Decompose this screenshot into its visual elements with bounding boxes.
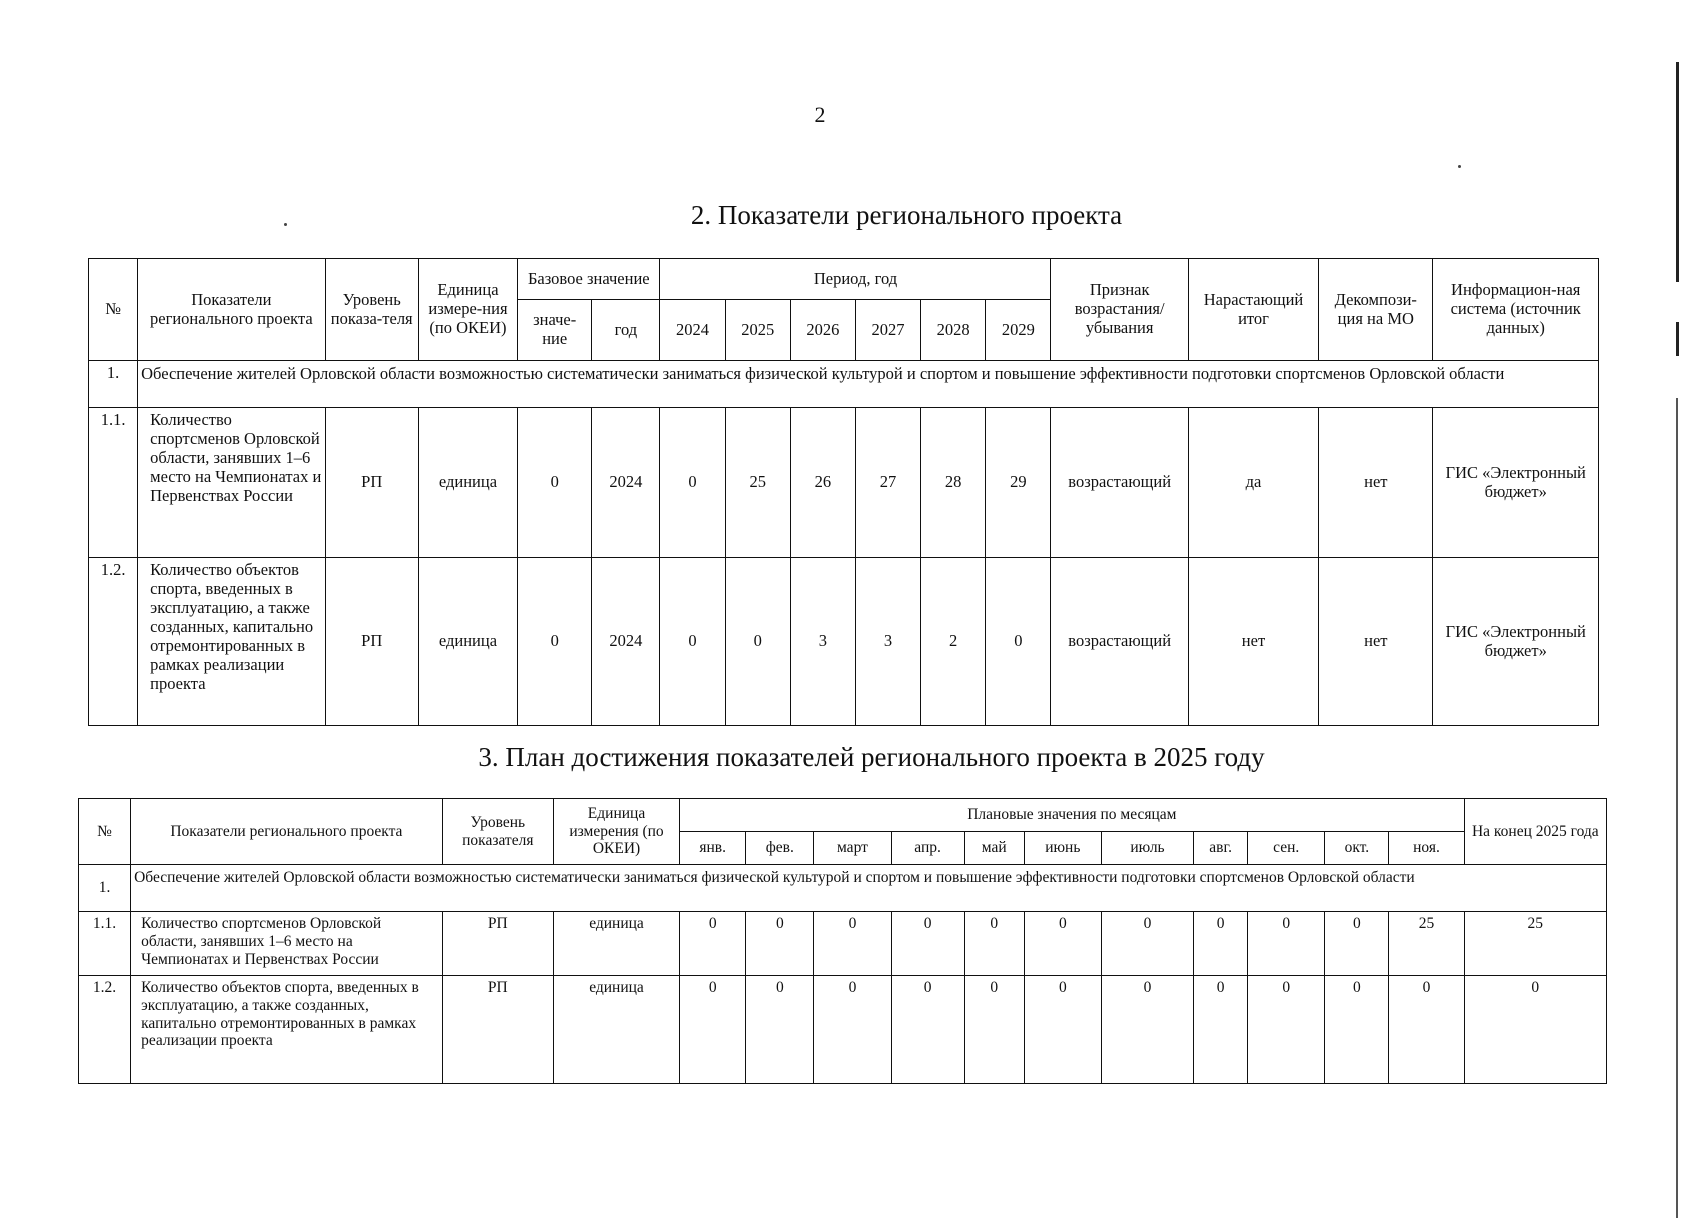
header-month: июнь (1024, 832, 1101, 865)
row-info-system: ГИС «Электронный бюджет» (1433, 558, 1599, 726)
section-3-title: 3. План достижения показателей регионального проекта в 2025 году (478, 742, 1265, 772)
row-num: 1.2. (79, 976, 131, 1084)
table-row (89, 558, 1599, 726)
row-month-value: 0 (680, 912, 746, 976)
row-year-value: 0 (725, 558, 790, 726)
row-year-value: 25 (725, 408, 790, 558)
row-unit: единица (553, 912, 679, 976)
goal-text: Обеспечение жителей Орловской области возможностью систематически заниматься физической культурой и спортом и повышение эффективности подготовки спортсменов Орловской области (131, 865, 1607, 912)
indicators-table (88, 258, 1599, 726)
header-month: окт. (1325, 832, 1389, 865)
row-month-value: 0 (680, 976, 746, 1084)
row-indicator-name: Количество объектов спорта, введенных в эксплуатацию, а также созданных, капитально отремонтированных в рамках реализации проекта (131, 976, 443, 1084)
header-month: ноя. (1389, 832, 1464, 865)
row-month-value: 0 (746, 976, 814, 1084)
row-month-value: 25 (1389, 912, 1464, 976)
row-month-value: 0 (1389, 976, 1464, 1084)
header-month: март (814, 832, 891, 865)
row-month-value: 0 (1248, 976, 1325, 1084)
header-base-value: значе-ние (518, 300, 592, 361)
scan-speck (1458, 165, 1461, 168)
header-unit: Единица измерения (по ОКЕИ) (553, 799, 679, 865)
header-info-system: Информацион-ная система (источник данных) (1433, 259, 1599, 361)
header-year-end: На конец 2025 года (1464, 799, 1606, 865)
scan-edge-mark (1676, 62, 1679, 282)
row-month-value: 0 (1194, 912, 1248, 976)
table-header-row (79, 799, 1607, 832)
header-base-year: год (592, 300, 660, 361)
header-level: Уровень показа-теля (325, 259, 418, 361)
row-level: РП (325, 558, 418, 726)
header-month: сен. (1248, 832, 1325, 865)
row-unit: единица (418, 408, 517, 558)
row-year-value: 0 (660, 408, 725, 558)
table-header-row (89, 259, 1599, 300)
row-base-value: 0 (518, 408, 592, 558)
row-year-value: 3 (790, 558, 855, 726)
row-num: 1.1. (89, 408, 138, 558)
row-num: 1.2. (89, 558, 138, 726)
header-year: 2027 (855, 300, 920, 361)
row-year-end: 0 (1464, 976, 1606, 1084)
row-month-value: 0 (1325, 976, 1389, 1084)
header-month: апр. (891, 832, 964, 865)
row-month-value: 0 (1024, 976, 1101, 1084)
table-row (79, 976, 1607, 1084)
row-year-end: 25 (1464, 912, 1606, 976)
header-month: май (964, 832, 1024, 865)
header-level: Уровень показателя (442, 799, 553, 865)
header-month: янв. (680, 832, 746, 865)
row-indicator-name: Количество объектов спорта, введенных в эксплуатацию, а также созданных, капитально отремонтированных в рамках реализации проекта (138, 558, 325, 726)
header-unit: Единица измере-ния (по ОКЕИ) (418, 259, 517, 361)
header-cumulative: Нарастающий итог (1188, 259, 1318, 361)
row-level: РП (325, 408, 418, 558)
row-month-value: 0 (746, 912, 814, 976)
row-month-value: 0 (814, 912, 891, 976)
row-month-value: 0 (1194, 976, 1248, 1084)
header-indicator: Показатели регионального проекта (138, 259, 325, 361)
row-cumulative: да (1188, 408, 1318, 558)
row-month-value: 0 (891, 912, 964, 976)
header-base: Базовое значение (518, 259, 660, 300)
row-cumulative: нет (1188, 558, 1318, 726)
row-indicator-name: Количество спортсменов Орловской области, занявших 1–6 место на Чемпионатах и Первенствах России (131, 912, 443, 976)
header-year: 2026 (790, 300, 855, 361)
row-month-value: 0 (1024, 912, 1101, 976)
section-2-title: 2. Показатели регионального проекта (690, 200, 1123, 230)
row-year-value: 26 (790, 408, 855, 558)
row-info-system: ГИС «Электронный бюджет» (1433, 408, 1599, 558)
row-year-value: 27 (855, 408, 920, 558)
goal-row (79, 865, 1607, 912)
row-month-value: 0 (964, 912, 1024, 976)
row-level: РП (442, 976, 553, 1084)
header-year: 2024 (660, 300, 725, 361)
row-decomposition: нет (1319, 558, 1433, 726)
row-month-value: 0 (1248, 912, 1325, 976)
header-year: 2028 (921, 300, 986, 361)
header-year: 2025 (725, 300, 790, 361)
row-year-value: 0 (660, 558, 725, 726)
row-unit: единица (553, 976, 679, 1084)
header-monthly: Плановые значения по месяцам (680, 799, 1464, 832)
row-month-value: 0 (891, 976, 964, 1084)
header-num: № (79, 799, 131, 865)
row-indicator-name: Количество спортсменов Орловской области, занявших 1–6 место на Чемпионатах и Первенствах России (138, 408, 325, 558)
row-month-value: 0 (1325, 912, 1389, 976)
row-year-value: 3 (855, 558, 920, 726)
header-month: фев. (746, 832, 814, 865)
row-month-value: 0 (814, 976, 891, 1084)
goal-row (89, 361, 1599, 408)
row-year-value: 29 (986, 408, 1051, 558)
row-sign: возрастающий (1051, 408, 1188, 558)
header-decomposition: Декомпози-ция на МО (1319, 259, 1433, 361)
header-num: № (89, 259, 138, 361)
goal-text: Обеспечение жителей Орловской области возможностью систематически заниматься физической культурой и спортом и повышение эффективности подготовки спортсменов Орловской области (138, 361, 1599, 408)
table-row (79, 912, 1607, 976)
row-decomposition: нет (1319, 408, 1433, 558)
row-base-value: 0 (518, 558, 592, 726)
row-month-value: 0 (1101, 976, 1193, 1084)
goal-num: 1. (89, 361, 138, 408)
monthly-plan-table (78, 798, 1607, 1084)
row-year-value: 28 (921, 408, 986, 558)
header-period: Период, год (660, 259, 1051, 300)
scan-edge-mark (1676, 398, 1678, 1218)
scan-speck (284, 223, 287, 226)
table-row (89, 408, 1599, 558)
header-year: 2029 (986, 300, 1051, 361)
row-sign: возрастающий (1051, 558, 1188, 726)
row-base-year: 2024 (592, 558, 660, 726)
page-number: 2 (814, 102, 826, 127)
header-month: авг. (1194, 832, 1248, 865)
row-base-year: 2024 (592, 408, 660, 558)
row-unit: единица (418, 558, 517, 726)
header-sign: Признак возрастания/ убывания (1051, 259, 1188, 361)
row-level: РП (442, 912, 553, 976)
scan-edge-mark (1676, 322, 1679, 356)
header-indicator: Показатели регионального проекта (131, 799, 443, 865)
row-year-value: 0 (986, 558, 1051, 726)
row-month-value: 0 (964, 976, 1024, 1084)
row-month-value: 0 (1101, 912, 1193, 976)
goal-num: 1. (79, 865, 131, 912)
row-num: 1.1. (79, 912, 131, 976)
row-year-value: 2 (921, 558, 986, 726)
header-month: июль (1101, 832, 1193, 865)
